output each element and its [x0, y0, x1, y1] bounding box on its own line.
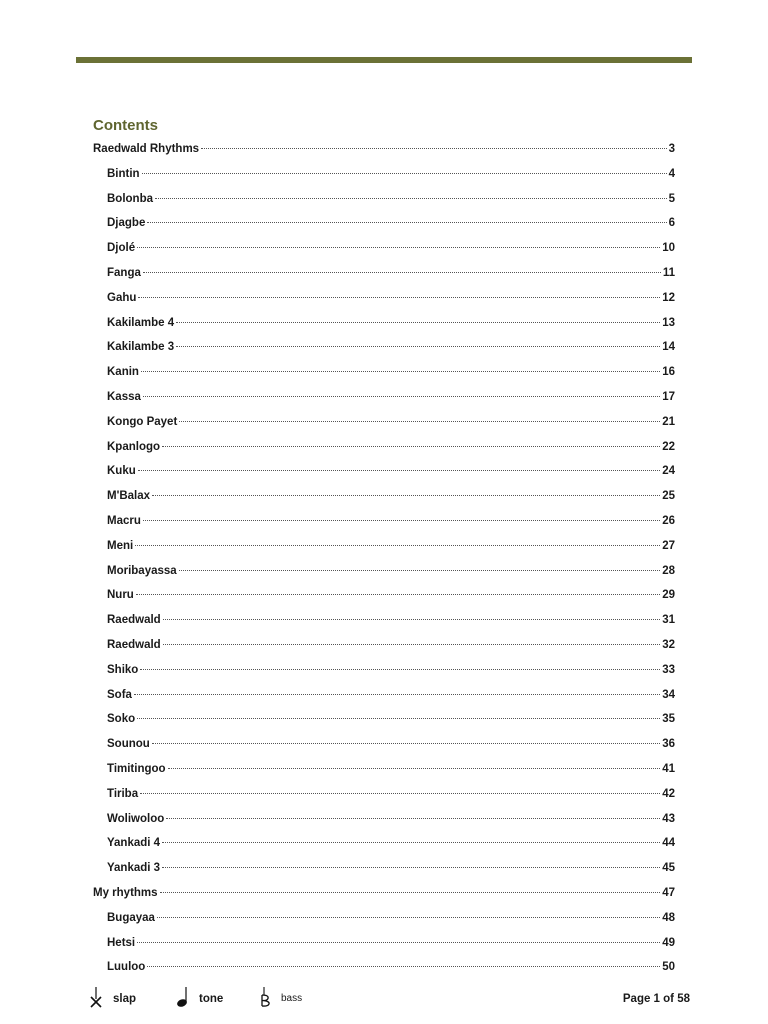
toc-dot-leader	[136, 594, 660, 595]
toc-entry-title: Raedwald	[107, 638, 161, 651]
toc-entry[interactable]	[93, 238, 675, 263]
toc-dot-leader	[143, 396, 660, 397]
toc-dot-leader	[143, 520, 660, 521]
toc-entry[interactable]	[93, 288, 675, 313]
toc-entry-page: 22	[662, 440, 675, 453]
legend-label-slap: slap	[113, 993, 137, 1005]
toc-entry[interactable]	[93, 585, 675, 610]
toc-entry-page: 29	[662, 589, 675, 602]
toc-entry-title: My rhythms	[93, 886, 158, 899]
toc-entry[interactable]	[93, 139, 675, 164]
toc-entry[interactable]	[93, 709, 675, 734]
toc-entry-title: Kanin	[107, 366, 139, 379]
toc-entry-page: 45	[662, 862, 675, 875]
toc-dot-leader	[162, 446, 660, 447]
toc-entry-title: Bugayaa	[107, 911, 155, 924]
toc-dot-leader	[201, 148, 667, 149]
toc-entry-title: Kakilambe 3	[107, 341, 175, 354]
toc-entry-title: Macru	[107, 514, 141, 527]
toc-entry-title: Djolé	[107, 242, 136, 255]
toc-dot-leader	[147, 222, 666, 223]
toc-entry-title: Meni	[107, 539, 134, 552]
toc-entry-title: Moribayassa	[107, 564, 177, 577]
toc-entry-page: 24	[662, 465, 675, 478]
toc-entry-page: 14	[662, 341, 675, 354]
toc-entry-title: Raedwald	[107, 614, 161, 627]
toc-entry-page: 32	[662, 638, 675, 651]
toc-entry-page: 33	[662, 663, 675, 676]
toc-dot-leader	[140, 669, 660, 670]
toc-entry-title: Kpanlogo	[107, 440, 161, 453]
toc-dot-leader	[160, 892, 661, 893]
toc-entry-page: 21	[662, 415, 675, 428]
toc-entry[interactable]	[93, 809, 675, 834]
bass-note-icon	[258, 986, 272, 1008]
toc-entry-page: 35	[662, 713, 675, 726]
toc-dot-leader	[176, 322, 660, 323]
page-number: Page 1 of 58	[622, 993, 690, 1005]
toc-entry-title: Sofa	[107, 688, 132, 701]
toc-dot-leader	[155, 198, 667, 199]
toc-entry-title: Sounou	[107, 738, 150, 751]
toc-entry-page: 49	[662, 936, 675, 949]
toc-dot-leader	[152, 495, 660, 496]
toc-dot-leader	[135, 545, 660, 546]
legend-slap	[88, 986, 136, 1008]
header-rule	[76, 57, 692, 63]
toc-dot-leader	[138, 470, 660, 471]
toc-entry-title: Kassa	[107, 390, 141, 403]
toc-entry[interactable]	[93, 784, 675, 809]
toc-entry[interactable]	[93, 387, 675, 412]
toc-dot-leader	[140, 793, 660, 794]
toc-entry-title: Fanga	[107, 266, 141, 279]
toc-entry[interactable]	[93, 635, 675, 660]
toc-entry-title: Soko	[107, 713, 136, 726]
toc-entry-title: Hetsi	[107, 936, 136, 949]
legend-tone	[176, 986, 223, 1008]
toc-entry-page: 11	[662, 266, 675, 279]
toc-entry-page: 43	[662, 812, 675, 825]
tone-note-icon	[176, 986, 190, 1008]
toc-entry-title: Bolonba	[107, 192, 153, 205]
toc-entry-page: 28	[662, 564, 675, 577]
toc-entry[interactable]	[93, 660, 675, 685]
toc-entry[interactable]	[93, 164, 675, 189]
toc-entry-title: Gahu	[107, 291, 137, 304]
toc-entry[interactable]	[93, 263, 675, 288]
page-footer	[88, 986, 690, 1012]
toc-entry-page: 36	[662, 738, 675, 751]
legend-label-bass: bass	[281, 993, 303, 1004]
toc-entry-page: 34	[662, 688, 675, 701]
toc-heading: Contents	[93, 117, 158, 134]
toc-dot-leader	[152, 743, 660, 744]
toc-dot-leader	[157, 917, 660, 918]
toc-entry-page: 27	[662, 539, 675, 552]
toc-dot-leader	[143, 272, 661, 273]
slap-note-icon	[88, 986, 104, 1008]
legend-label-tone: tone	[199, 993, 224, 1005]
toc-entry-page: 4	[668, 167, 675, 180]
toc-entry[interactable]	[93, 561, 675, 586]
toc-entry[interactable]	[93, 437, 675, 462]
toc-entry[interactable]	[93, 486, 675, 511]
toc-entry-title: Raedwald Rhythms	[93, 143, 200, 155]
toc-entry[interactable]	[93, 461, 675, 486]
toc-dot-leader	[134, 694, 660, 695]
toc-entry[interactable]	[93, 536, 675, 561]
toc-list	[93, 139, 675, 982]
toc-entry[interactable]	[93, 313, 675, 338]
toc-entry-page: 44	[662, 837, 675, 850]
toc-entry-page: 26	[662, 514, 675, 527]
toc-dot-leader	[138, 297, 660, 298]
toc-entry[interactable]	[93, 734, 675, 759]
toc-entry-page: 31	[662, 614, 675, 627]
toc-entry[interactable]	[93, 883, 675, 908]
toc-entry-page: 25	[662, 490, 675, 503]
toc-entry-title: Kongo Payet	[107, 415, 178, 428]
toc-entry-page: 47	[662, 886, 675, 899]
toc-dot-leader	[166, 818, 660, 819]
toc-entry[interactable]	[93, 412, 675, 437]
toc-dot-leader	[179, 570, 661, 571]
toc-entry-title: Woliwoloo	[107, 812, 165, 825]
toc-dot-leader	[137, 942, 660, 943]
toc-dot-leader	[147, 966, 660, 967]
toc-entry-page: 42	[662, 787, 675, 800]
toc-dot-leader	[162, 842, 660, 843]
toc-dot-leader	[142, 173, 667, 174]
toc-entry-page: 10	[662, 242, 675, 255]
toc-entry-page: 3	[668, 143, 675, 155]
toc-entry-page: 17	[662, 390, 675, 403]
toc-entry-title: Kuku	[107, 465, 136, 478]
toc-entry[interactable]	[93, 833, 675, 858]
toc-entry[interactable]	[93, 610, 675, 635]
toc-dot-leader	[163, 644, 661, 645]
toc-entry-title: Luuloo	[107, 961, 146, 974]
toc-entry-title: Yankadi 4	[107, 837, 161, 850]
toc-entry-page: 50	[662, 961, 675, 974]
toc-entry[interactable]	[93, 362, 675, 387]
toc-entry[interactable]	[93, 511, 675, 536]
toc-entry[interactable]	[93, 189, 675, 214]
toc-entry-page: 5	[668, 192, 675, 205]
legend-bass	[258, 986, 302, 1008]
toc-entry-title: Djagbe	[107, 217, 146, 230]
toc-entry[interactable]	[93, 908, 675, 933]
toc-entry[interactable]	[93, 933, 675, 958]
toc-dot-leader	[141, 371, 660, 372]
toc-entry-title: M'Balax	[107, 490, 151, 503]
toc-entry-title: Shiko	[107, 663, 139, 676]
toc-entry[interactable]	[93, 685, 675, 710]
toc-entry-page: 48	[662, 911, 675, 924]
toc-entry-title: Timitingoo	[107, 762, 166, 775]
toc-dot-leader	[168, 768, 661, 769]
toc-entry-title: Nuru	[107, 589, 134, 602]
toc-entry-page: 6	[668, 217, 675, 230]
toc-entry-page: 13	[662, 316, 675, 329]
toc-entry-page: 16	[662, 366, 675, 379]
toc-entry-title: Kakilambe 4	[107, 316, 175, 329]
toc-entry-title: Tiriba	[107, 787, 139, 800]
toc-entry[interactable]	[93, 759, 675, 784]
toc-entry[interactable]	[93, 858, 675, 883]
toc-entry-page: 41	[662, 762, 675, 775]
toc-entry-title: Yankadi 3	[107, 862, 161, 875]
toc-entry-page: 12	[662, 291, 675, 304]
toc-dot-leader	[137, 718, 660, 719]
toc-dot-leader	[163, 619, 661, 620]
toc-dot-leader	[176, 346, 660, 347]
toc-entry[interactable]	[93, 213, 675, 238]
toc-entry[interactable]	[93, 337, 675, 362]
toc-dot-leader	[162, 867, 660, 868]
toc-entry-title: Bintin	[107, 167, 140, 180]
toc-dot-leader	[137, 247, 660, 248]
toc-dot-leader	[179, 421, 660, 422]
toc-entry[interactable]	[93, 957, 675, 982]
